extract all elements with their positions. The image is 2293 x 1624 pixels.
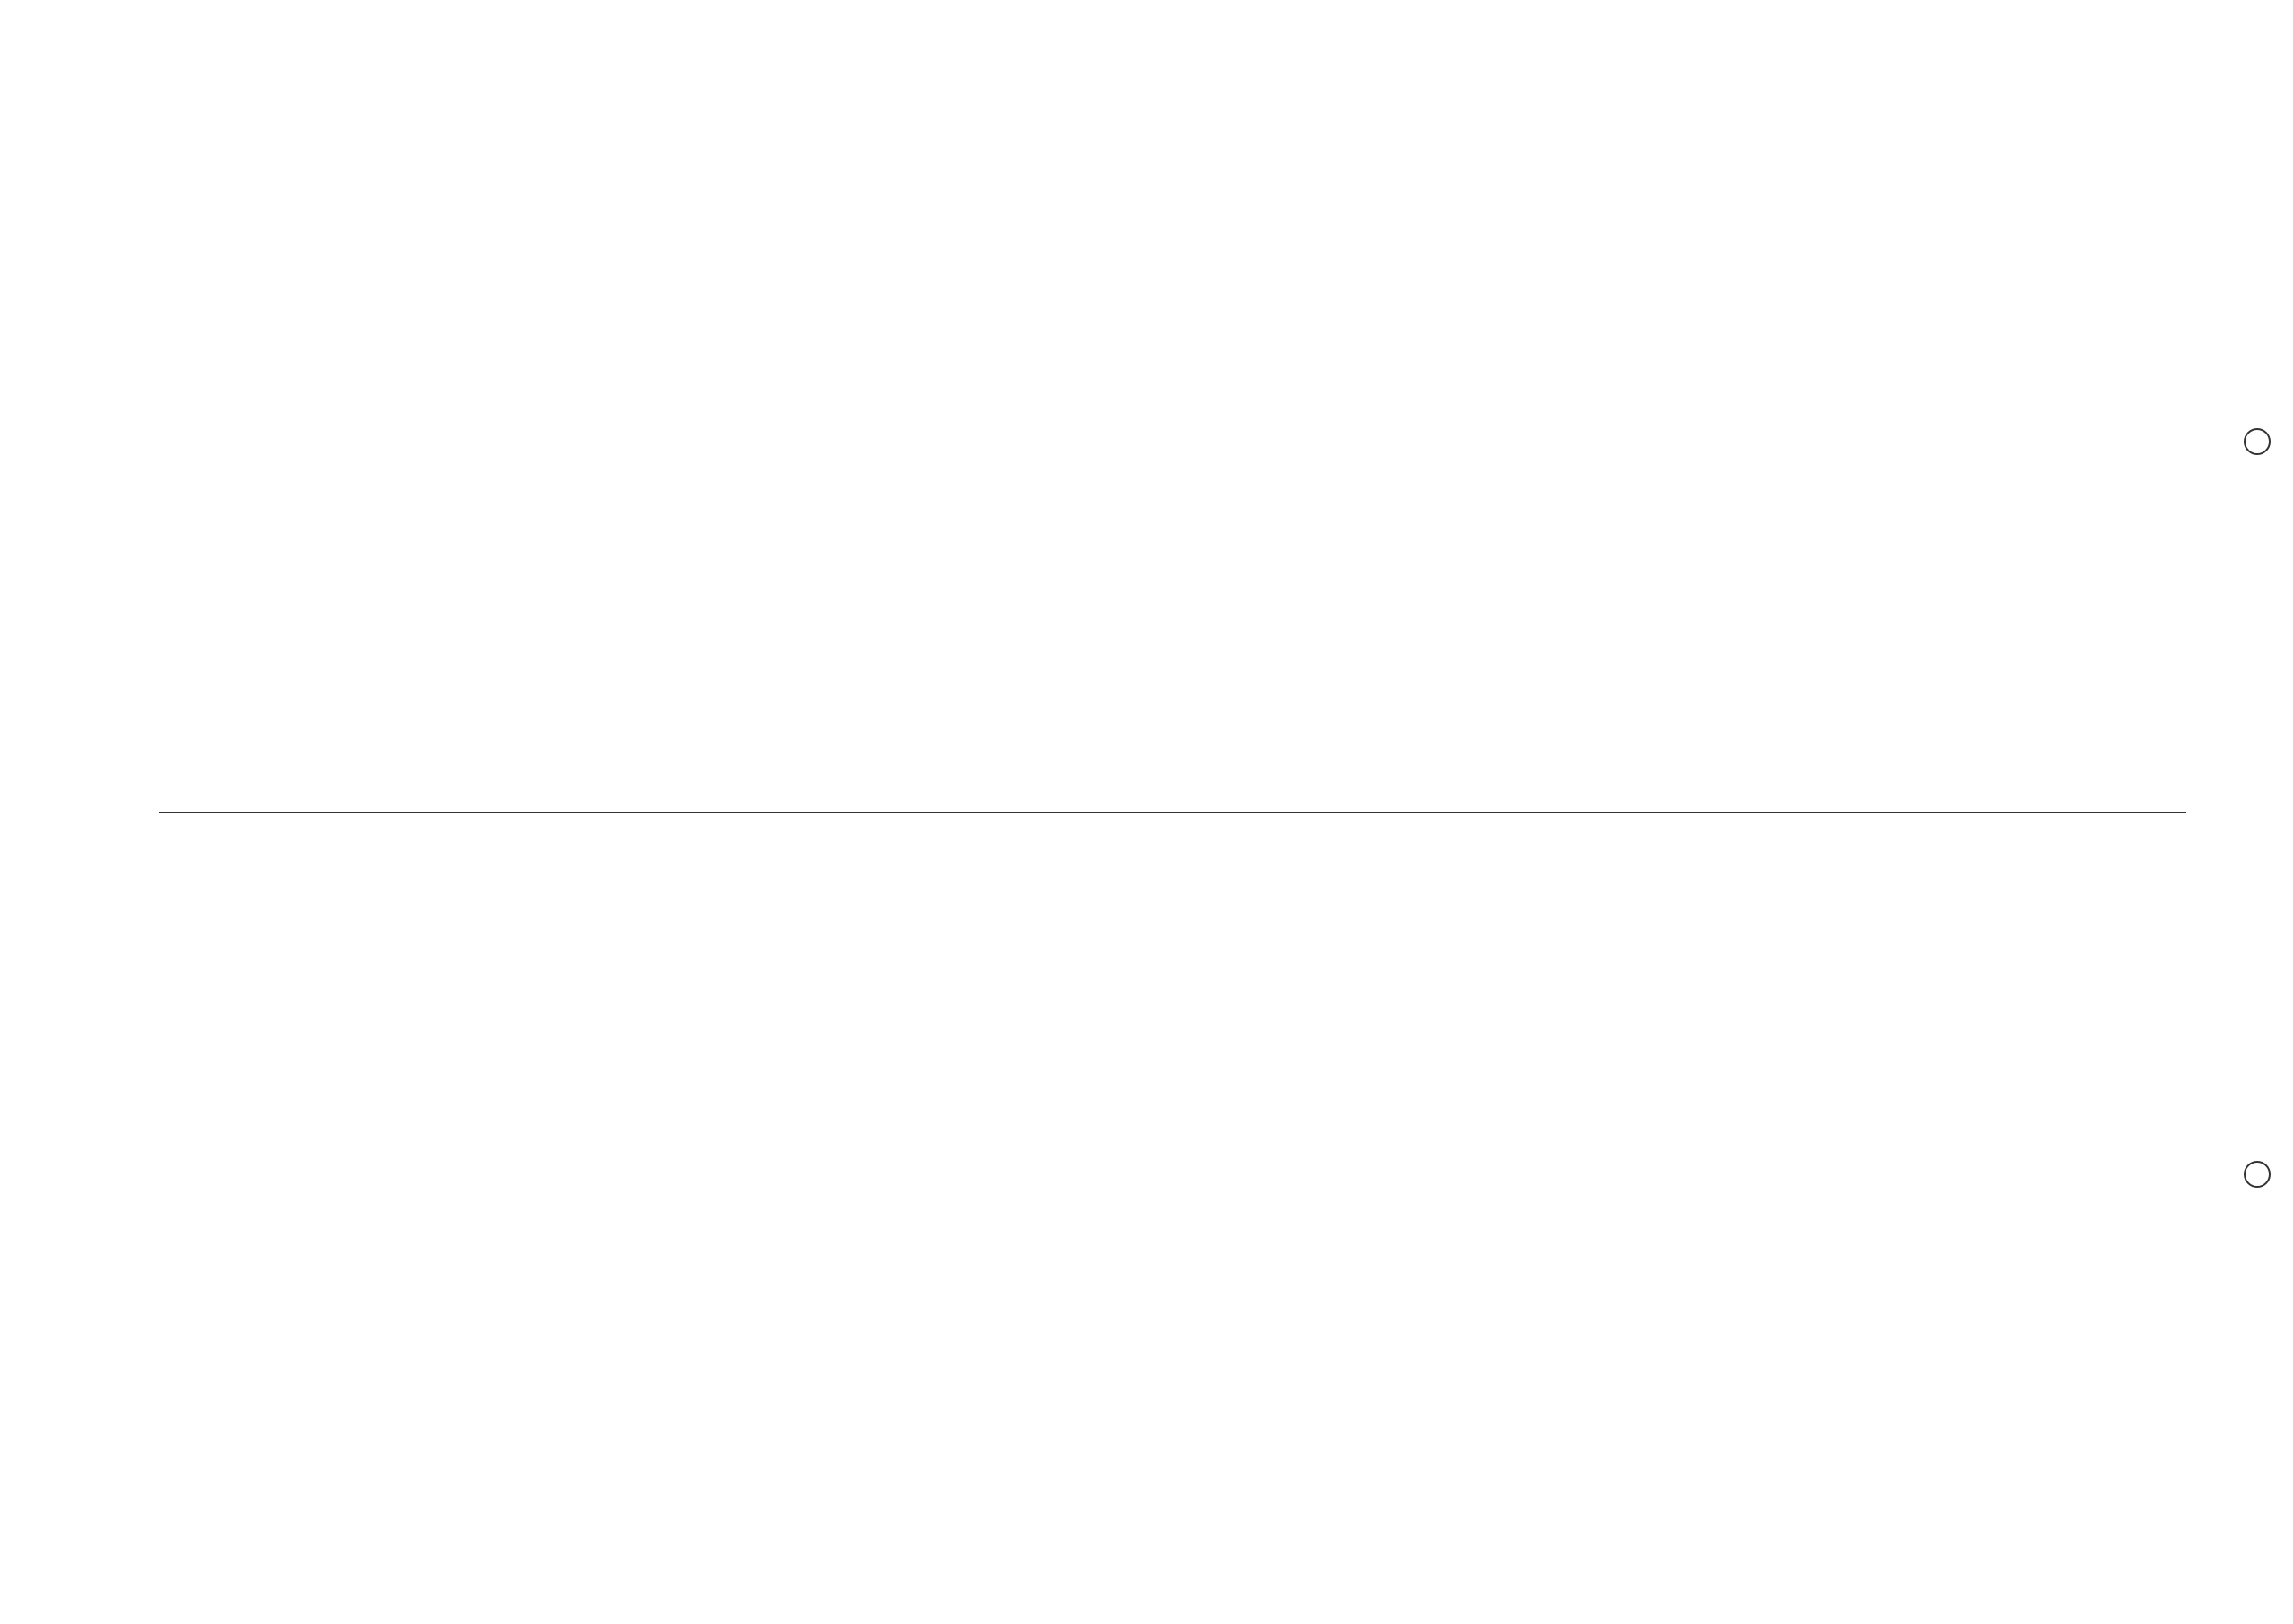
binder-hole-icon (2244, 1161, 2271, 1188)
horizontal-divider (159, 812, 2186, 813)
page-header (159, 75, 188, 129)
answers-bottom-row (159, 853, 2186, 1498)
binder-hole-icon (2244, 428, 2271, 455)
answers-top-row (159, 134, 2186, 793)
